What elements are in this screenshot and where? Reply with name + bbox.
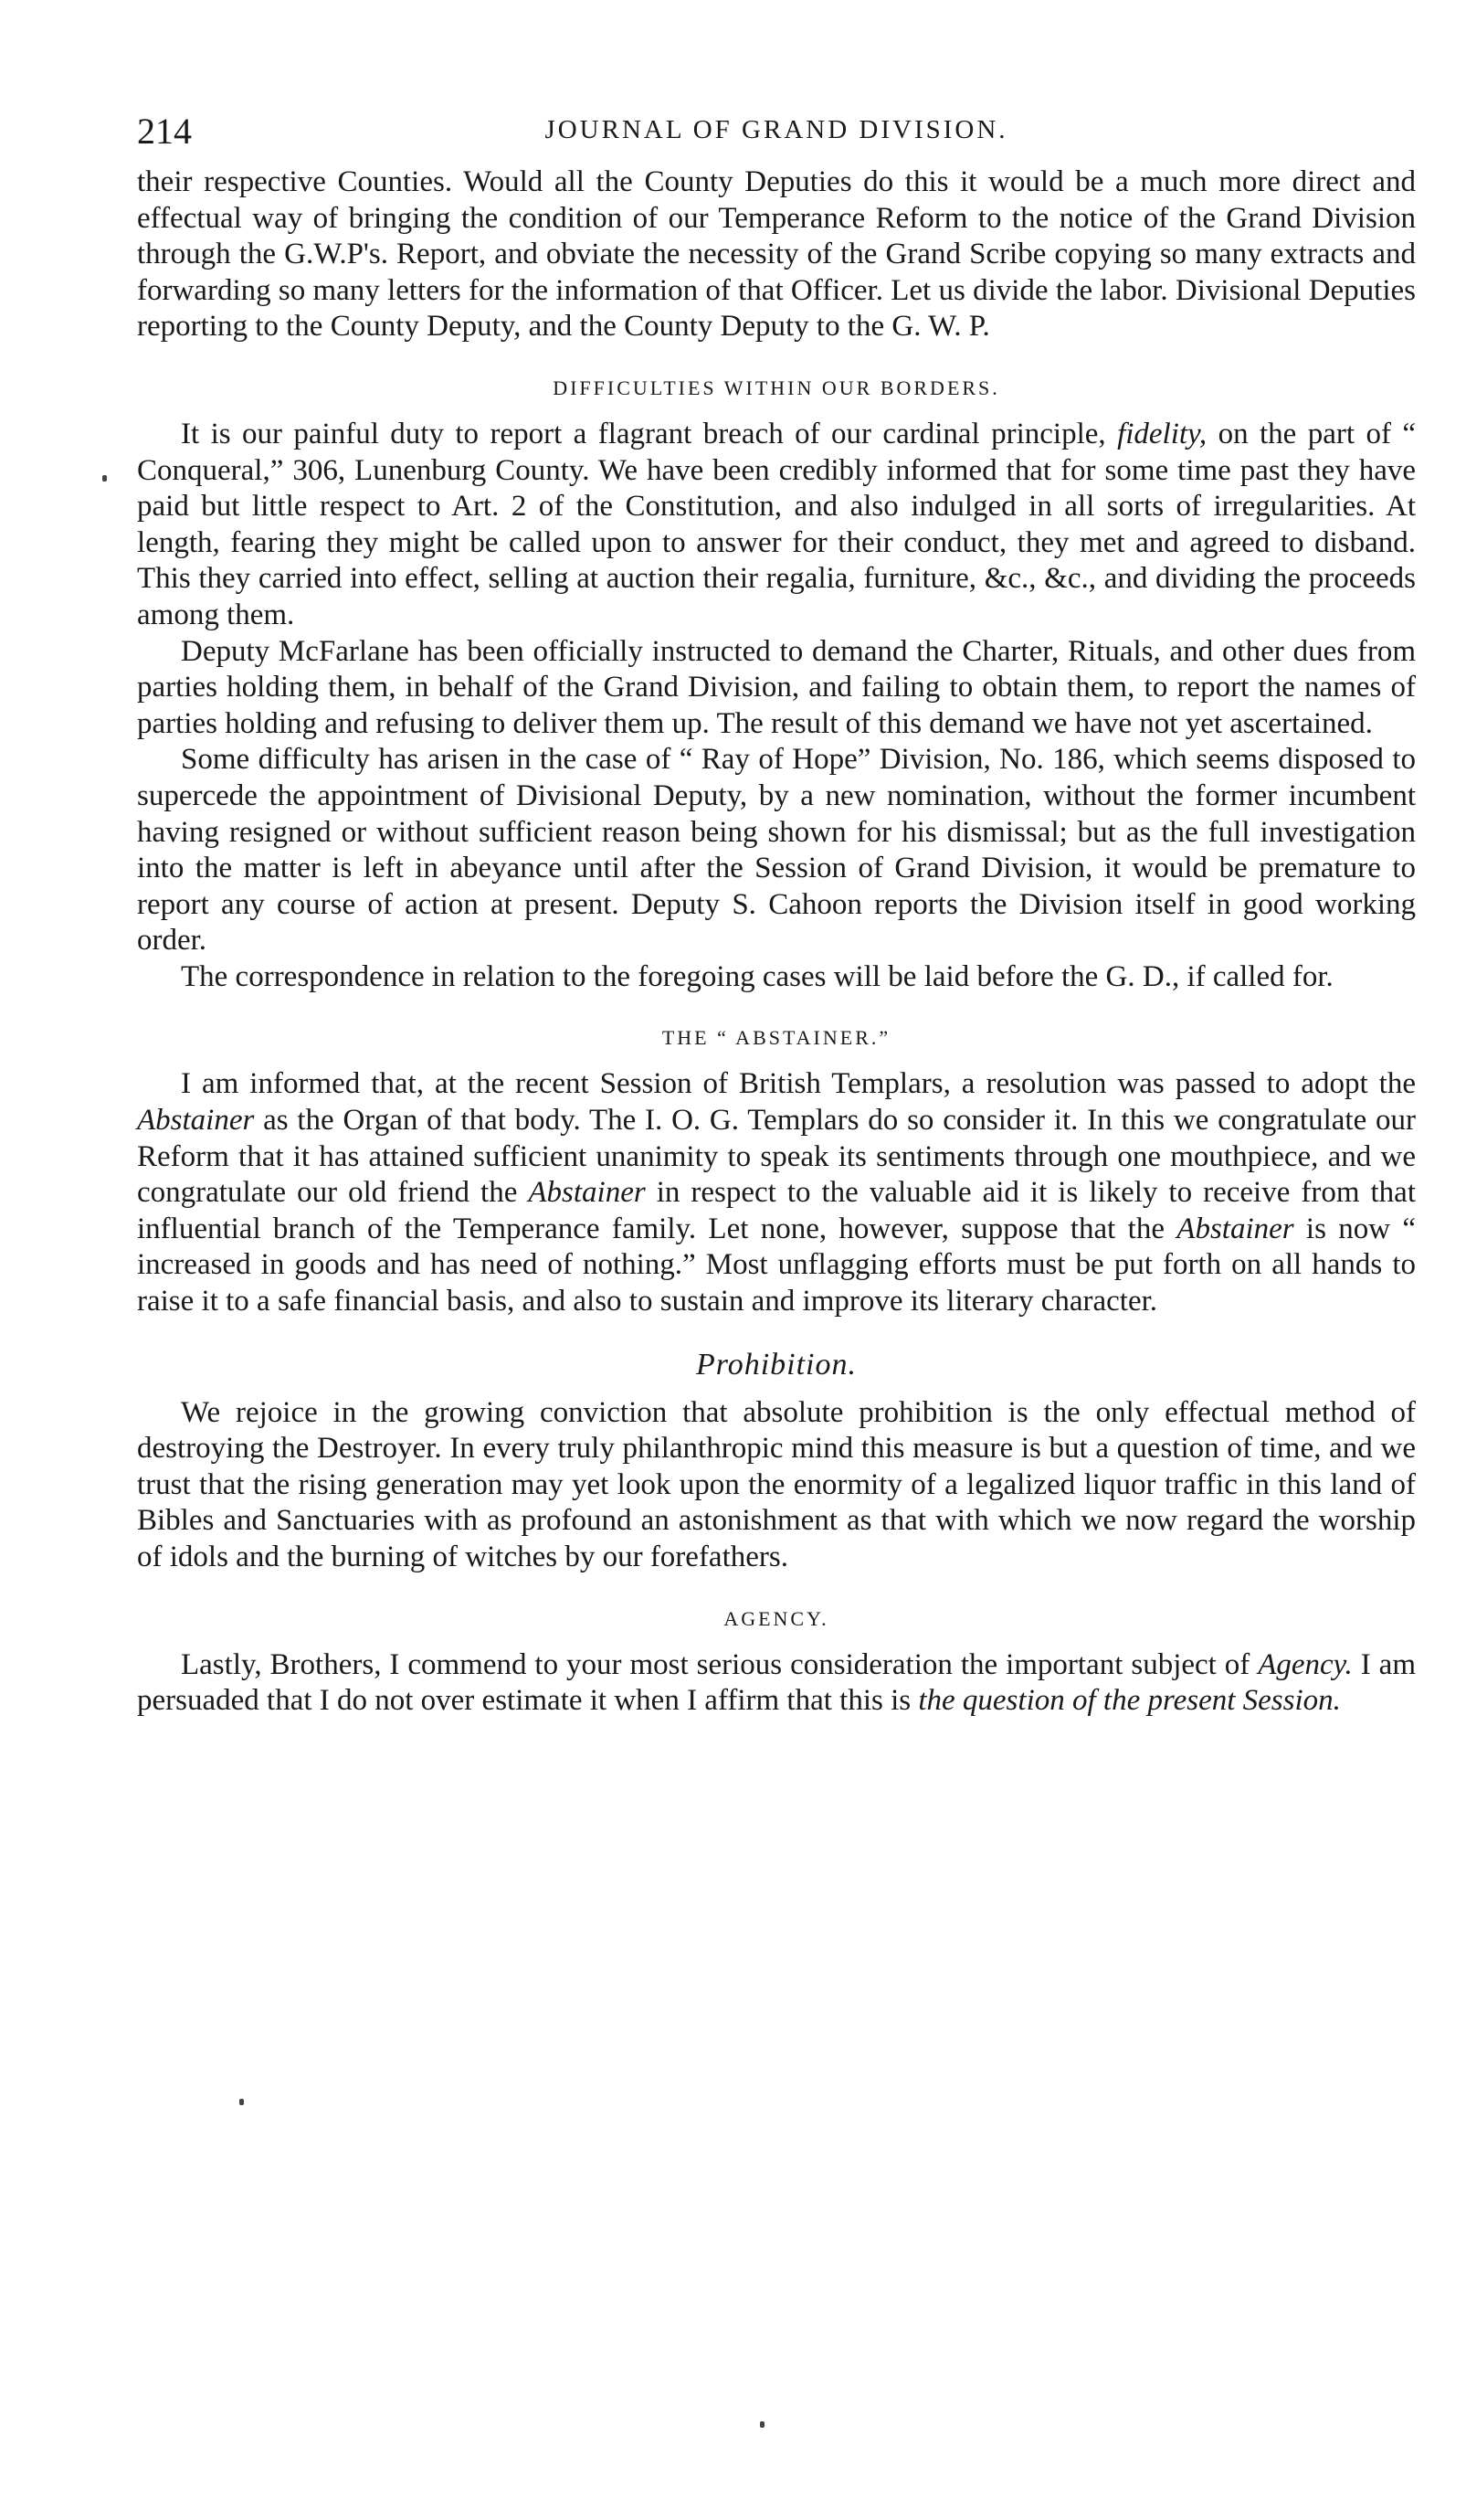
text-run: It is our painful duty to report a flagrant breach of our cardinal principle, [181, 417, 1118, 450]
italic-run: fidelity, [1117, 417, 1208, 450]
intro-section [137, 164, 1416, 345]
difficulties-paragraph-2: Deputy McFarlane has been officially instructed to demand the Charter, Rituals, and other dues from parties holding them, in behalf of the Grand Division, and failing to obtain them, to report the names of parties holding and refusing to deliver them up. The result of this demand we have not yet ascertained. [137, 634, 1416, 740]
difficulties-paragraph-1 [137, 417, 1416, 634]
difficulties-paragraph-3: Some difficulty has arisen in the case of “ Ray of Hope” Division, No. 186, which seems disposed to supercede the appointment of Divisional Deputy, by a new nomination, without the former incumbent having resigned or without sufficient reason being shown for his dismissal; but as the full investigation into the matter is left in abeyance until after the Session of Grand Division, it would be premature to report any course of action at present. Deputy S. Cahoon reports the Division itself in good working order. [137, 743, 1416, 958]
difficulties-heading: DIFFICULTIES WITHIN OUR BORDERS. [553, 376, 1000, 399]
italic-run: Abstainer [137, 1104, 255, 1138]
print-speck [102, 475, 107, 482]
text-run: as the Organ of that body. The I. O. G. Templars do so consider it. In this we congratulate our Reform that it has attained sufficient unanimity to speak its sentiments through one mouthpiece, and we congratulate our old friend the [137, 1104, 1416, 1210]
intro-paragraph: their respective Counties. Would all the County Deputies do this it would be a much more direct and effectual way of bringing the condition of our Temperance Reform to the notice of the Grand Division through the G.W.P's. Report, and obviate the necessity of the Grand Scribe copying so many extracts and forwarding so many letters for the information of that Officer. Let us divide the labor. Divisional Deputies reporting to the County Deputy, and the County Deputy to the G. W. P. [137, 165, 1416, 344]
document-page [137, 110, 1416, 1720]
text-run: I am persuaded that I do not over estimate it when I affirm that this is [137, 1647, 1416, 1718]
text-run: on the part of “ Conqueral,” 306, Lunenburg County. We have been credibly informed that for some time past they have paid but little respect to Art. 2 of the Constitution, and also indulged in all sorts of irregularities. At length, fearing they might be called upon to answer for their conduct, they met and agreed to disband. This they carried into effect, selling at auction their regalia, furniture, &c., &c., and dividing the proceeds among them. [137, 417, 1416, 631]
text-run: in respect to the valuable aid it is likely to receive from that influential branch of the Temperance family. Let none, however, suppose that the [137, 1176, 1416, 1245]
italic-run: Abstainer [1176, 1212, 1294, 1245]
running-head [137, 110, 1416, 164]
abstainer-heading: THE “ ABSTAINER.” [661, 1026, 891, 1050]
prohibition-paragraph: We rejoice in the growing conviction that absolute prohibition is the only effectual method of destroying the Destroyer. In every truly philanthropic mind this measure is but a question of time, and we trust that the rising generation may yet look upon the enormity of a legalized liquor traffic in this land of Bibles and Sanctuaries with as profound an astonishment as that with which we now regard the worship of idols and the burning of witches by our forefathers. [137, 1395, 1416, 1573]
agency-section [137, 1607, 1416, 1720]
agency-heading: AGENCY. [723, 1606, 829, 1630]
difficulties-paragraph-4: The correspondence in relation to the foregoing cases will be laid before the G. D., if called for. [181, 959, 1334, 993]
text-run: Lastly, Brothers, I commend to your most serious consideration the important subject of [181, 1647, 1259, 1681]
agency-paragraph [137, 1647, 1416, 1720]
difficulties-section [137, 376, 1416, 996]
abstainer-section [137, 1026, 1416, 1319]
prohibition-heading: Prohibition. [695, 1347, 858, 1382]
journal-title: JOURNAL OF GRAND DIVISION. [544, 115, 1008, 144]
italic-run: Abstainer [528, 1176, 646, 1210]
abstainer-paragraph [137, 1066, 1416, 1319]
print-speck [760, 2421, 765, 2428]
italic-run: Agency. [1258, 1647, 1353, 1681]
text-run: I am informed that, at the recent Session of British Templars, a resolution was passed to adopt the [181, 1067, 1416, 1101]
text-run: is now “ increased in goods and has need of nothing.” Most unflagging efforts must be put forth on all hands to raise it to a safe financial basis, and also to sustain and improve its literary character. [137, 1212, 1417, 1318]
page-number: 214 [137, 111, 192, 152]
prohibition-section [137, 1348, 1416, 1576]
print-speck [239, 2099, 244, 2105]
italic-run: the question of the present Session. [918, 1684, 1341, 1718]
